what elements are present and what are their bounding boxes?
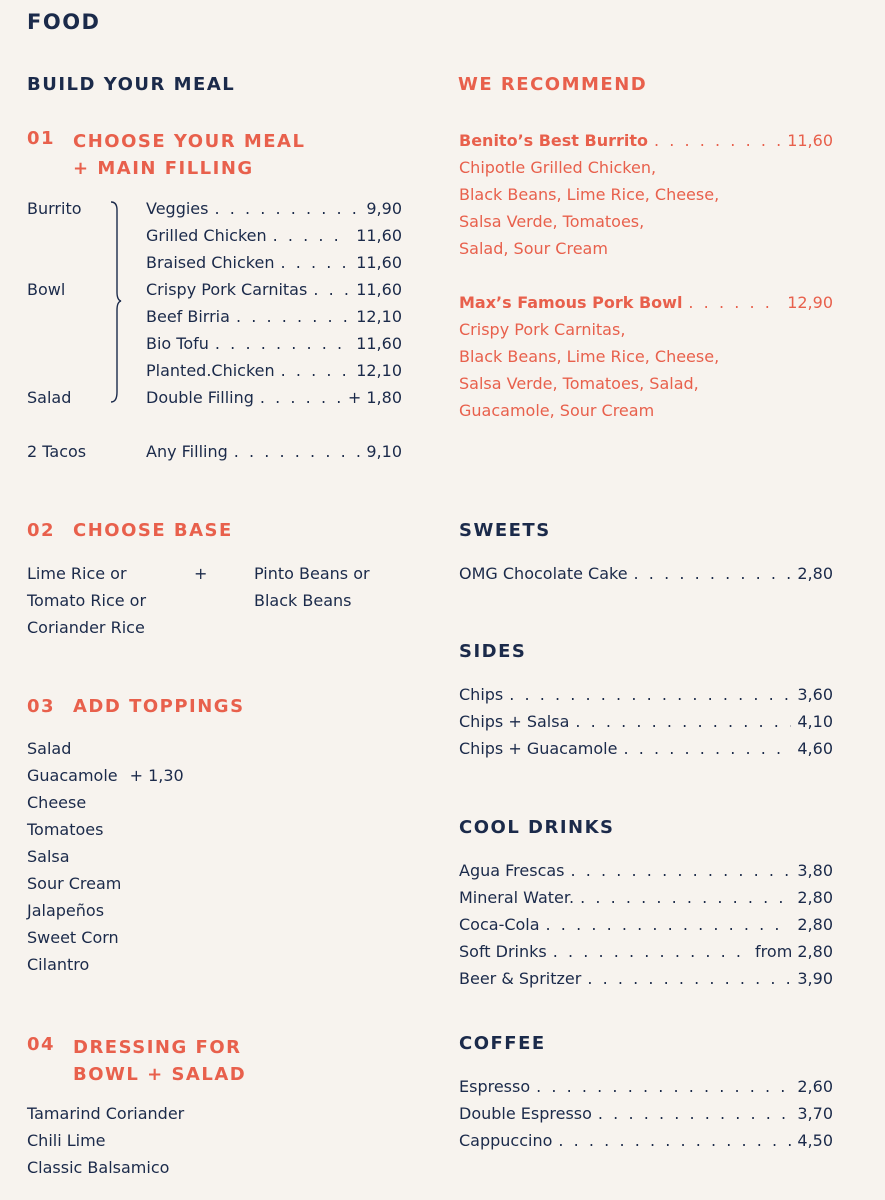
topping-item: Guacamole + 1,30: [27, 766, 184, 785]
item-price: + 1,80: [347, 388, 402, 407]
leader-dots: [214, 195, 360, 222]
menu-item-row: [146, 303, 402, 330]
base-plus-sign: +: [194, 564, 208, 583]
item-price: 4,10: [797, 712, 833, 731]
menu-item-row: [459, 1073, 833, 1100]
dressing-list: [27, 1100, 184, 1181]
leader-dots: [273, 222, 351, 249]
meal-type-tacos: 2 Tacos: [27, 442, 87, 461]
leader-dots: [509, 681, 791, 708]
item-name: Double Espresso: [459, 1104, 592, 1123]
description-line: Salad, Sour Cream: [459, 239, 608, 258]
item-name: OMG Chocolate Cake: [459, 564, 628, 583]
item-name: Espresso: [459, 1077, 531, 1096]
menu-item-row: [459, 735, 833, 762]
item-price: 3,70: [797, 1104, 833, 1123]
step4-title-line1: DRESSING FOR: [73, 1037, 242, 1058]
leader-dots: [234, 438, 361, 465]
menu-item-row: [459, 884, 833, 911]
item-name: Veggies: [146, 199, 209, 218]
item-price: 4,60: [797, 739, 833, 758]
menu-item-row: [459, 857, 833, 884]
item-price: 12,10: [356, 361, 402, 380]
item-name: Cappuccino: [459, 1131, 553, 1150]
recommend-pork-bowl-description: [459, 316, 719, 424]
item-price: 2,80: [797, 564, 833, 583]
base-option: Lime Rice or: [27, 564, 127, 583]
item-name: Any Filling: [146, 442, 228, 461]
menu-item-row: [459, 1127, 833, 1154]
topping-item: Salsa: [27, 847, 70, 866]
leader-dots: [598, 1100, 791, 1127]
dressing-item: Tamarind Coriander: [27, 1104, 185, 1123]
menu-item-row: [146, 384, 402, 411]
item-name: Benito’s Best Burrito: [459, 131, 649, 150]
menu-item-row: [146, 357, 402, 384]
toppings-list: [27, 735, 184, 978]
leader-dots: [623, 735, 791, 762]
dressing-item: Classic Balsamico: [27, 1158, 170, 1177]
build-meal-heading: BUILD YOUR MEAL: [27, 74, 236, 95]
item-name: Double Filling: [146, 388, 254, 407]
item-name: Chips + Guacamole: [459, 739, 618, 758]
base-option: Tomato Rice or: [27, 591, 147, 610]
sweets-heading: SWEETS: [459, 520, 551, 541]
menu-item-row: [459, 560, 833, 587]
page-title: FOOD: [27, 10, 101, 34]
item-price: 12,10: [356, 307, 402, 326]
item-price: 2,60: [797, 1077, 833, 1096]
item-name: Grilled Chicken: [146, 226, 267, 245]
item-price: 9,10: [366, 442, 402, 461]
menu-item-row: [459, 965, 833, 992]
item-price: 2,80: [797, 915, 833, 934]
menu-item-row: [459, 911, 833, 938]
menu-item-row: [459, 681, 833, 708]
menu-item-row: [146, 276, 402, 303]
step1-number: 01: [27, 128, 56, 149]
sides-heading: SIDES: [459, 641, 527, 662]
menu-item-row: [459, 1100, 833, 1127]
step1-title: [73, 128, 305, 182]
item-price: 11,60: [356, 280, 402, 299]
item-name: Beer & Spritzer: [459, 969, 582, 988]
item-name: Coca-Cola: [459, 915, 540, 934]
leader-dots: [236, 303, 350, 330]
recommend-burrito-description: [459, 154, 719, 262]
leader-dots: [688, 289, 781, 316]
item-price: 3,60: [797, 685, 833, 704]
step1-title-line2: + MAIN FILLING: [73, 158, 254, 179]
menu-item-row: [146, 222, 402, 249]
description-line: Salsa Verde, Tomatoes, Salad,: [459, 374, 699, 393]
item-price: 11,60: [787, 131, 833, 150]
description-line: Salsa Verde, Tomatoes,: [459, 212, 645, 231]
base-option: Coriander Rice: [27, 618, 145, 637]
dressing-item: Chili Lime: [27, 1131, 106, 1150]
description-line: Black Beans, Lime Rice, Cheese,: [459, 185, 720, 204]
leader-dots: [280, 249, 350, 276]
coffee-heading: COFFEE: [459, 1033, 546, 1054]
item-price: from 2,80: [755, 942, 833, 961]
topping-item: Sour Cream: [27, 874, 122, 893]
recommend-heading: WE RECOMMEND: [458, 74, 648, 95]
topping-item: Salad: [27, 739, 72, 758]
recommend-item-pork-bowl: [459, 289, 833, 316]
item-name: Crispy Pork Carnitas: [146, 280, 308, 299]
item-price: 9,90: [366, 199, 402, 218]
step1-title-line1: CHOOSE YOUR MEAL: [73, 131, 306, 152]
leader-dots: [571, 857, 792, 884]
item-price: 11,60: [356, 226, 402, 245]
meal-type-bowl: Bowl: [27, 280, 66, 299]
item-price: 11,60: [356, 253, 402, 272]
leader-dots: [587, 965, 791, 992]
curly-brace-icon: [105, 200, 125, 406]
item-price: 2,80: [797, 888, 833, 907]
step4-title-line2: BOWL + SALAD: [73, 1064, 247, 1085]
item-name: Mineral Water.: [459, 888, 575, 907]
leader-dots: [215, 330, 350, 357]
leader-dots: [580, 884, 791, 911]
description-line: Crispy Pork Carnitas,: [459, 320, 626, 339]
item-name: Planted.Chicken: [146, 361, 275, 380]
topping-item: Sweet Corn: [27, 928, 119, 947]
meal-type-burrito: Burrito: [27, 199, 82, 218]
step2-title: CHOOSE BASE: [73, 520, 233, 541]
description-line: Black Beans, Lime Rice, Cheese,: [459, 347, 720, 366]
item-name: Agua Frescas: [459, 861, 565, 880]
leader-dots: [575, 708, 791, 735]
drinks-heading: COOL DRINKS: [459, 817, 615, 838]
item-price: 3,80: [797, 861, 833, 880]
item-price: 3,90: [797, 969, 833, 988]
topping-item: Jalapeños: [27, 901, 105, 920]
base-option: Pinto Beans or: [254, 564, 370, 583]
item-name: Soft Drinks: [459, 942, 547, 961]
leader-dots: [558, 1127, 791, 1154]
step4-number: 04: [27, 1034, 56, 1055]
item-name: Chips: [459, 685, 504, 704]
item-price: 12,90: [787, 293, 833, 312]
item-name: Beef Birria: [146, 307, 230, 326]
item-name: Bio Tofu: [146, 334, 209, 353]
step3-number: 03: [27, 696, 56, 717]
base-option: Black Beans: [254, 591, 352, 610]
step2-number: 02: [27, 520, 56, 541]
item-price: 11,60: [356, 334, 402, 353]
base-bean-options: [254, 560, 370, 614]
topping-item: Cilantro: [27, 955, 90, 974]
menu-item-row: [146, 330, 402, 357]
leader-dots: [634, 560, 792, 587]
leader-dots: [546, 911, 792, 938]
guacamole-surcharge: + 1,30: [129, 766, 184, 785]
item-price: 4,50: [797, 1131, 833, 1150]
item-name: Max’s Famous Pork Bowl: [459, 293, 683, 312]
menu-item-row: [459, 708, 833, 735]
leader-dots: [553, 938, 749, 965]
recommend-item-burrito: [459, 127, 833, 154]
tacos-filling-row: [146, 438, 402, 465]
leader-dots: [654, 127, 781, 154]
base-rice-options: [27, 560, 146, 641]
description-line: Guacamole, Sour Cream: [459, 401, 655, 420]
step3-title: ADD TOPPINGS: [73, 696, 245, 717]
topping-item: Tomatoes: [27, 820, 104, 839]
menu-item-row: [146, 249, 402, 276]
step4-title: [73, 1034, 246, 1088]
leader-dots: [281, 357, 351, 384]
leader-dots: [536, 1073, 791, 1100]
menu-item-row: [146, 195, 402, 222]
meal-type-salad: Salad: [27, 388, 72, 407]
leader-dots: [313, 276, 350, 303]
leader-dots: [260, 384, 342, 411]
topping-item: Cheese: [27, 793, 87, 812]
item-name: Braised Chicken: [146, 253, 275, 272]
item-name: Chips + Salsa: [459, 712, 570, 731]
menu-item-row: [459, 938, 833, 965]
description-line: Chipotle Grilled Chicken,: [459, 158, 657, 177]
